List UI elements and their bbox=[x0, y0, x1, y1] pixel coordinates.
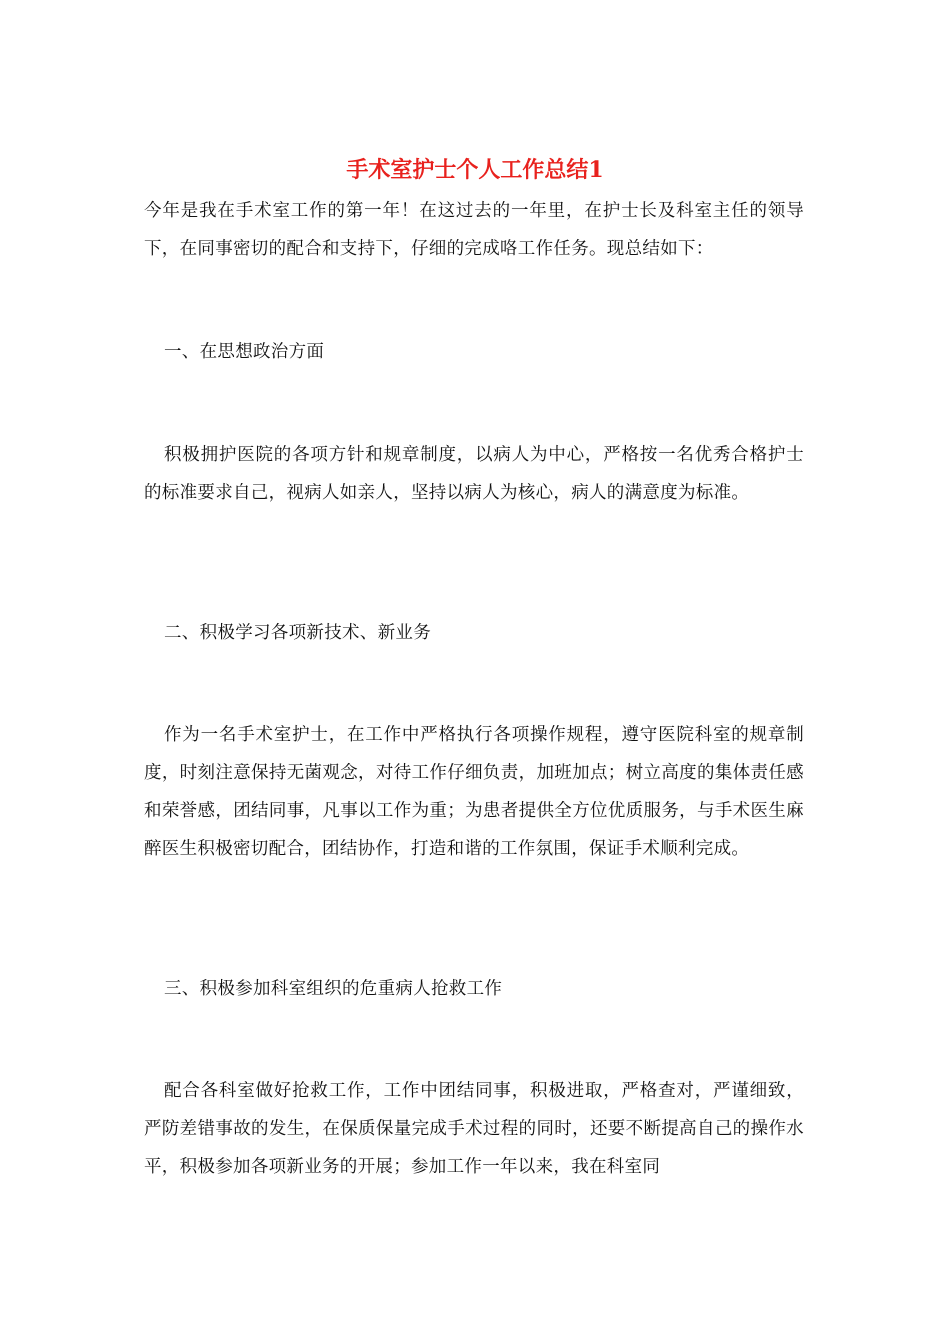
section-3-heading: 三、积极参加科室组织的危重病人抢救工作 bbox=[164, 979, 503, 999]
section-3-body: 配合各科室做好抢救工作，工作中团结同事，积极进取，严格查对，严谨细致，严防差错事故的发生，在保质保量完成手术过程的同时，还要不断提高自己的操作水平，积极参加各项新业务的开展；参加工作一年以来，我在科室同 bbox=[144, 1081, 804, 1177]
section-2-heading: 二、积极学习各项新技术、新业务 bbox=[164, 623, 431, 643]
intro-paragraph: 今年是我在手术室工作的第一年！在这过去的一年里，在护士长及科室主任的领导下，在同事密切的配合和支持下，仔细的完成咯工作任务。现总结如下： bbox=[144, 201, 804, 259]
document-title: 手术室护士个人工作总结1 bbox=[346, 157, 604, 183]
section-1-body: 积极拥护医院的各项方针和规章制度，以病人为中心，严格按一名优秀合格护士的标准要求自己，视病人如亲人，坚持以病人为核心，病人的满意度为标准。 bbox=[144, 445, 804, 503]
section-2-body: 作为一名手术室护士，在工作中严格执行各项操作规程，遵守医院科室的规章制度，时刻注意保持无菌观念，对待工作仔细负责，加班加点；树立高度的集体责任感和荣誉感，团结同事，凡事以工作为重；为患者提供全方位优质服务，与手术医生麻醉医生积极密切配合，团结协作，打造和谐的工作氛围，保证手术顺利完成。 bbox=[144, 725, 804, 859]
section-1-heading: 一、在思想政治方面 bbox=[164, 342, 325, 362]
